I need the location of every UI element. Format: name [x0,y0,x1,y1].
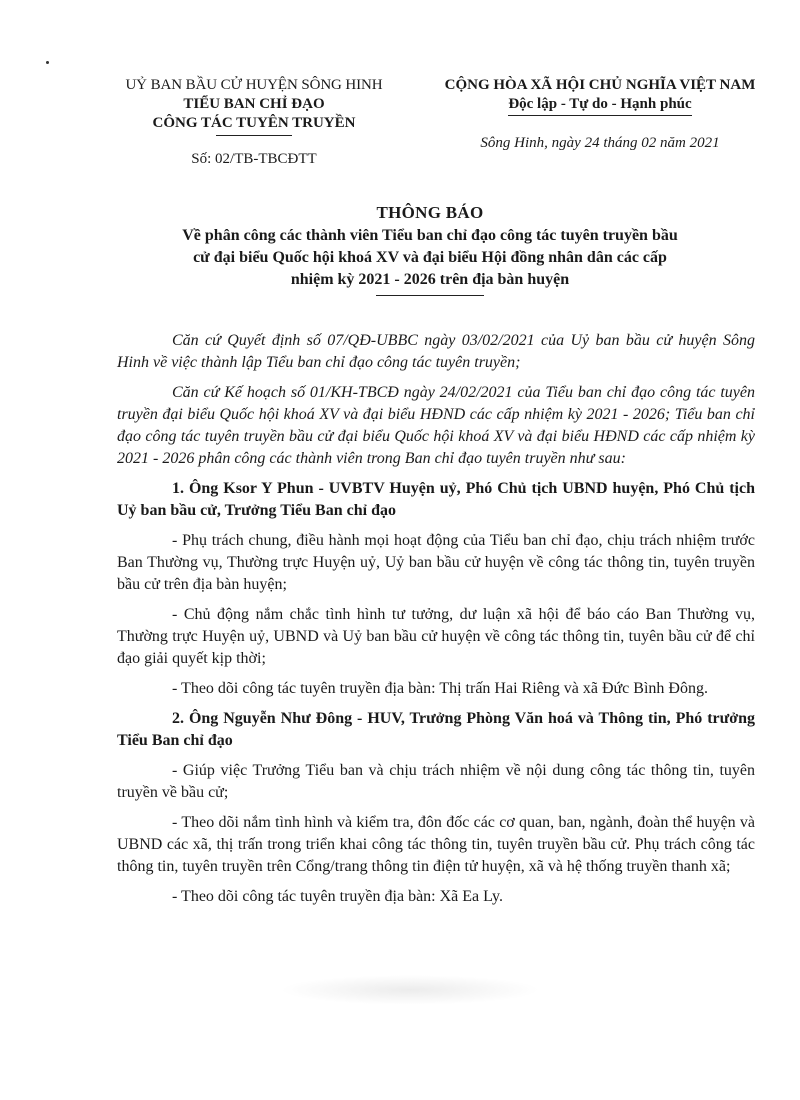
legal-basis-1: Căn cứ Quyết định số 07/QĐ-UBBC ngày 03/02/2021 của Uỷ ban bầu cử huyện Sông Hinh về việc thành lập Tiểu ban chỉ đạo công tác tuyên truyền; [117,332,755,371]
section-2-item-1: - Giúp việc Trưởng Tiểu ban và chịu trách nhiệm về nội dung công tác thông tin, tuyên truyền về bầu cử; [117,762,755,801]
document-number: Số: 02/TB-TBCĐTT [191,151,317,167]
issuing-authority [104,76,404,169]
document-subtitle-line-3: nhiệm kỳ 2021 - 2026 trên địa bàn huyện [290,271,570,288]
org-line-2: TIỂU BAN CHỈ ĐẠO [183,96,325,112]
place-and-date: Sông Hinh, ngày 24 tháng 02 năm 2021 [480,135,720,151]
legal-basis-2: Căn cứ Kế hoạch số 01/KH-TBCĐ ngày 24/02/2021 của Tiểu ban chỉ đạo công tác tuyên truyền đại biểu Quốc hội khoá XV và đại biểu HĐND các cấp nhiệm kỳ 2021 - 2026; Tiểu ban chỉ đạo công tác tuyên truyền bầu cử đại biểu Quốc hội khoá XV và đại biểu HĐND các cấp nhiệm kỳ 2021 - 2026 phân công các thành viên trong Ban chỉ đạo tuyên truyền như sau: [117,384,755,467]
section-2-item-2: - Theo dõi nắm tình hình và kiểm tra, đôn đốc các cơ quan, ban, ngành, đoàn thể huyện và UBND các xã, thị trấn trong triển khai công tác thông tin, tuyên truyền bầu cử. Phụ trách công tác thông tin, tuyên truyền trên Cổng/trang thông tin điện tử huyện, xã và hệ thống truyền thanh xã; [117,814,755,875]
national-motto: Độc lập - Tự do - Hạnh phúc [508,95,691,116]
document-body [117,330,755,916]
document-title-block [100,202,760,296]
section-1-item-3: - Theo dõi công tác tuyên truyền địa bàn: Thị trấn Hai Riêng và xã Đức Bình Đông. [172,680,708,697]
org-line-3: CÔNG TÁC TUYÊN TRUYỀN [152,115,356,131]
document-subtitle-line-2: cử đại biểu Quốc hội khoá XV và đại biểu Hội đồng nhân dân các cấp [193,249,667,266]
section-2-heading: 2. Ông Nguyễn Như Đông - HUV, Trưởng Phòng Văn hoá và Thông tin, Phó trưởng Tiểu Ban chỉ đạo [117,710,755,749]
document-title: THÔNG BÁO [376,203,484,222]
section-2-item-3: - Theo dõi công tác tuyên truyền địa bàn: Xã Ea Ly. [172,888,504,905]
scan-speck [46,61,49,64]
document-subtitle-line-1: Về phân công các thành viên Tiểu ban chỉ đạo công tác tuyên truyền bầu [182,227,678,244]
nation-name: CỘNG HÒA XÃ HỘI CHỦ NGHĨA VIỆT NAM [444,77,756,93]
document-header [0,76,800,171]
section-1-item-1: - Phụ trách chung, điều hành mọi hoạt động của Tiểu ban chỉ đạo, chịu trách nhiệm trước Ban Thường vụ, Thường trực Huyện uỷ, Uỷ ban bầu cử huyện về công tác thông tin, tuyên truyền bầu cử trên địa bàn huyện; [117,532,755,593]
org-line-1: UỶ BAN BẦU CỬ HUYỆN SÔNG HINH [125,77,383,93]
section-1-item-2: - Chủ động nắm chắc tình hình tư tưởng, dư luận xã hội để báo cáo Ban Thường vụ, Thường trực Huyện uỷ, UBND và Uỷ ban bầu cử huyện về công tác thông tin, tuyên bầu cử để chỉ đạo giải quyết kịp thời; [117,606,755,667]
authority-underline [216,135,292,136]
title-underline [376,295,484,296]
section-1-heading: 1. Ông Ksor Y Phun - UVBTV Huyện uỷ, Phó Chủ tịch UBND huyện, Phó Chủ tịch Uỷ ban bầu cử, Trưởng Tiểu Ban chỉ đạo [117,480,755,519]
national-heading [402,76,798,153]
scan-smudge [280,975,540,1005]
